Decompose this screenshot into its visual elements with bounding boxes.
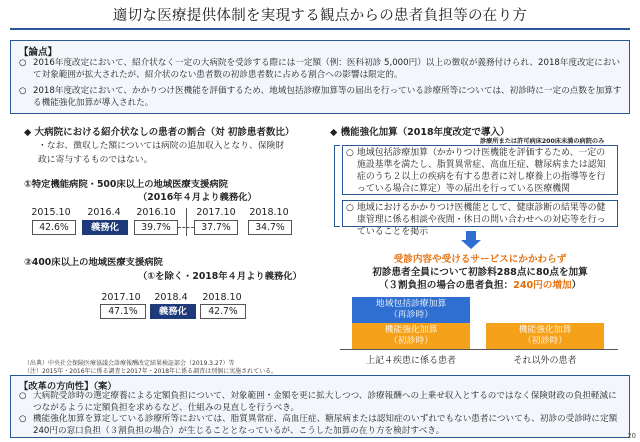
bullet-circle-icon: ○ — [19, 414, 27, 424]
s1-year-2: 2016.4 — [87, 207, 121, 218]
s1-value-2: 義務化 — [82, 220, 128, 235]
s1-year-1: 2015.10 — [31, 207, 71, 218]
bullet-circle-icon: ○ — [346, 203, 354, 213]
left-note: ・なお、徴収した額については病院の追加収入となり、保険財政に寄与するものではない。 — [38, 141, 285, 165]
right-heading: ◆ 機能強化加算（2018年度改定で導入） — [330, 127, 510, 138]
requirement-box-1 — [342, 145, 618, 195]
point-text-1: 2016年度改定において、紹介状なく一定の大病院を受診する際には一定額（例：医科初診 5,000円）以上の徴収が義務付けられ、2018年度改定において対象範囲が拡大されたが、紹介状のない患者数の初診患者数に占める割合への影響は限定的。 — [33, 58, 621, 80]
source-notes — [24, 360, 277, 376]
gain-line-1: 受診内容や受けるサービスにかかわらず — [393, 254, 567, 265]
label-four-diseases: 上記４疾患に係る患者 — [365, 356, 456, 366]
blocks-baseline — [340, 349, 618, 350]
s2-year-3: 2018.10 — [202, 292, 242, 303]
s1-value-3: 39.7% — [134, 220, 178, 235]
gain-line-2: 初診患者全員について初診料288点に80点を加算 — [372, 267, 588, 278]
block-chiiki-kasan — [352, 297, 470, 323]
gain-line-3-highlight: 240円の増加 — [513, 280, 572, 291]
reform-text-2: 機能強化加算を算定している診療所等においては、脂質異常症、高血圧症、糖尿病または認知症のいずれでもない患者についても、初診の受診時に定額240円の窓口負担（３割負担の場合）が生じることとなっているが、こうした加算の在り方を検討すべき。 — [33, 414, 618, 436]
s1-year-3: 2016.10 — [136, 207, 176, 218]
source-line-2: （注）2015年・2016年に係る調査と2017年・2018年に係る調査は別個に実施されている。 — [24, 368, 278, 375]
s1-value-4: 37.7% — [194, 220, 238, 235]
reform-direction-box — [10, 375, 630, 438]
section1-sub: （2016年４月より義務化） — [138, 192, 257, 203]
gain-line-3-suffix: ） — [571, 280, 582, 291]
bullet-circle-icon: ○ — [346, 148, 354, 158]
points-box — [10, 40, 630, 114]
right-subnote: 診療所または許可病床200床未満の病院のみ — [480, 138, 605, 145]
block-blue-line-2: （再診時） — [389, 310, 433, 320]
s2-value-1: 47.1% — [100, 304, 146, 319]
block-blue-line-1: 地域包括診療加算 — [375, 299, 447, 309]
s2-value-2: 義務化 — [150, 304, 196, 319]
block-orange2-line-1: 機能強化加算 — [518, 325, 572, 335]
s2-year-2: 2018.4 — [154, 292, 188, 303]
label-other-patients: それ以外の患者 — [513, 356, 577, 366]
block-kino-kyoka-1 — [352, 323, 470, 349]
point-item-2 — [19, 85, 623, 109]
section1-label: ①特定機能病院・500床以上の地域医療支援病院 — [24, 179, 228, 190]
reform-text-1: 大病院受診時の選定療養による定額負担について、対象範囲・金額を更に拡大しつつ、診療報酬への上乗せ収入とするのではなく保険財政の負担軽減につながるように定額負担を求めるなど、仕組みの見直しを行うべき。 — [33, 391, 617, 413]
source-line-1: （出典）中央社会保険医療協議会診療報酬改定結果検証部会（2019.3.27）等 — [24, 360, 235, 367]
gain-line-3-prefix: （３割負担の場合の患者負担： — [378, 280, 514, 291]
section2-sub: （①を除く・2018年４月より義務化） — [138, 271, 302, 282]
page-title: 適切な医療提供体制を実現する観点からの患者負担等の在り方 — [112, 8, 528, 24]
block-orange2-line-2: （初診時） — [523, 336, 567, 346]
left-heading: ◆ 大病院における紹介状なしの患者の割合（対 初診患者数比） — [24, 127, 295, 138]
bullet-circle-icon: ○ — [19, 86, 27, 96]
reform-item-2 — [19, 414, 625, 437]
s1-value-5: 34.7% — [248, 220, 292, 235]
section2-label: ②400床以上の地域医療支援病院 — [24, 257, 163, 268]
requirement-text-1: 地域包括診療加算（かかりつけ医機能を評価するため、一定の施設基準を満たし、脂質異常症、高血圧症、糖尿病または認知症のうち２以上の疾病を有する患者に対し療養上の指導等を行っている場合に算定）等の届出を行っている医療機関 — [357, 148, 606, 194]
requirement-text-2: 地域におけるかかりつけ医機能として、健康診断の結果等の健康管理に係る相談や夜間・休日の問い合わせへの対応等を行っていることを掲示 — [357, 203, 606, 237]
title-divider — [10, 28, 630, 30]
down-arrow-head-icon — [461, 240, 481, 249]
point-item-1 — [19, 57, 623, 81]
reform-heading: 【改革の方向性】（案） — [19, 381, 117, 392]
points-heading: 【論点】 — [19, 47, 58, 58]
requirements-bracket — [334, 145, 340, 227]
s2-value-3: 42.7% — [200, 304, 246, 319]
page-number: 20 — [627, 432, 636, 440]
block-kino-kyoka-2 — [486, 323, 604, 349]
s1-separator — [186, 208, 187, 236]
s2-year-1: 2017.10 — [101, 292, 141, 303]
block-orange1-line-1: 機能強化加算 — [384, 325, 438, 335]
s1-value-1: 42.6% — [32, 220, 76, 235]
gain-line-3 — [330, 277, 630, 291]
bullet-circle-icon: ○ — [19, 58, 27, 68]
bullet-circle-icon: ○ — [19, 391, 27, 401]
requirement-box-2 — [342, 200, 618, 237]
block-orange1-line-2: （初診時） — [389, 336, 433, 346]
reform-item-1 — [19, 391, 625, 414]
point-text-2: 2018年度改定において、かかりつけ医機能を評価するため、地域包括診療加算等の届出を行っている診療所等については、初診時に一定の点数を加算する機能強化加算が導入された。 — [33, 86, 622, 108]
s1-year-4: 2017.10 — [196, 207, 236, 218]
down-arrow-icon — [466, 231, 476, 240]
s1-year-5: 2018.10 — [249, 207, 289, 218]
